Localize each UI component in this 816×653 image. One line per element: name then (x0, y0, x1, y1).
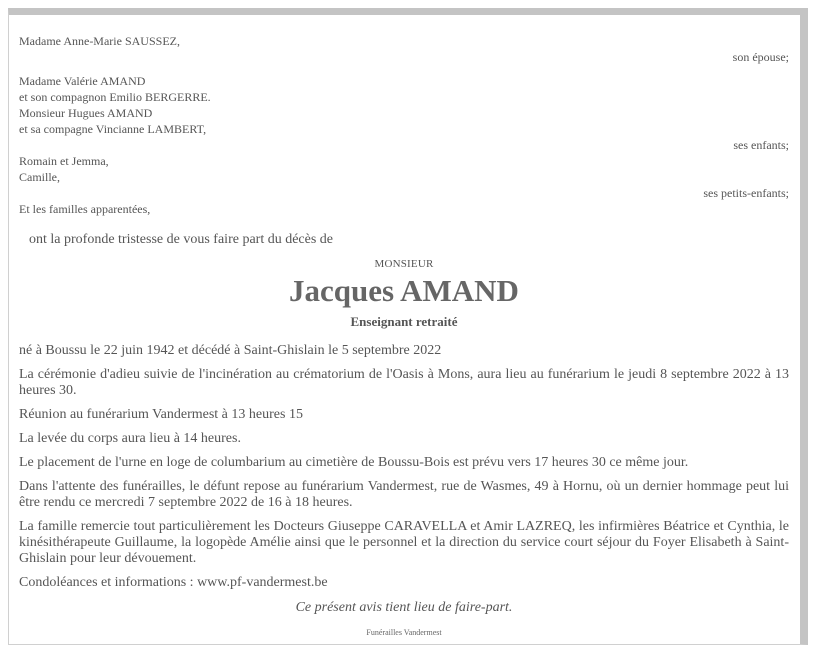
notice-paragraph: La levée du corps aura lieu à 14 heures. (19, 431, 241, 446)
notice-note: Ce présent avis tient lieu de faire-part. (295, 600, 513, 615)
family-member: Romain et Jemma, (19, 154, 109, 168)
family-relation: ses enfants; (733, 138, 789, 152)
honorific: MONSIEUR (374, 258, 434, 270)
funeral-home-footer: Funérailles Vandermest (366, 628, 442, 637)
family-spacer (19, 65, 789, 73)
notice-paragraph: Réunion au funérarium Vandermest à 13 heures 15 (19, 407, 303, 422)
family-member: Monsieur Hugues AMAND (19, 106, 153, 120)
notice-paragraph: La cérémonie d'adieu suivie de l'incinération au crématorium de l'Oasis à Mons, aura lieu au funérarium le jeudi 8 septembre 2022 à 13 heures 30. (19, 367, 789, 398)
obituary-content (19, 33, 789, 637)
obituary-frame (8, 8, 808, 645)
notice-paragraph: Condoléances et informations : www.pf-vandermest.be (19, 575, 328, 590)
family-member: et sa compagne Vincianne LAMBERT, (19, 122, 207, 136)
family-relation: son épouse; (732, 50, 789, 64)
deceased-name: Jacques AMAND (289, 273, 519, 308)
deceased-occupation: Enseignant retraité (350, 314, 458, 329)
family-member: Madame Valérie AMAND (19, 74, 146, 88)
family-relation: ses petits-enfants; (703, 186, 789, 200)
family-member: Camille, (19, 170, 60, 184)
notice-paragraphs (19, 343, 789, 591)
intro-text: ont la profonde tristesse de vous faire part du décès de (29, 232, 334, 247)
notice-paragraph: Le placement de l'urne en loge de columbarium au cimetière de Boussu-Bois est prévu vers 17 heures 30 ce même jour. (19, 455, 689, 470)
family-member: et son compagnon Emilio BERGERRE. (19, 90, 211, 104)
family-member: Et les familles apparentées, (19, 202, 151, 216)
notice-paragraph: Dans l'attente des funérailles, le défunt repose au funérarium Vandermest, rue de Wasmes, 49 à Hornu, où un dernier hommage peut lui être rendu ce mercredi 7 septembre 2022 de 16 à 18 heures. (19, 479, 789, 510)
family-list (19, 33, 789, 217)
notice-paragraph: La famille remercie tout particulièrement les Docteurs Giuseppe CARAVELLA et Amir LAZREQ, les infirmières Béatrice et Cynthia, le kinésithérapeute Guillaume, la logopède Amélie ainsi que le personnel et la direction du service court séjour du Foyer Elisabeth à Saint-Ghislain pour leur dévouement. (19, 519, 789, 566)
family-member: Madame Anne-Marie SAUSSEZ, (19, 34, 180, 48)
notice-paragraph: né à Boussu le 22 juin 1942 et décédé à Saint-Ghislain le 5 septembre 2022 (19, 343, 442, 358)
